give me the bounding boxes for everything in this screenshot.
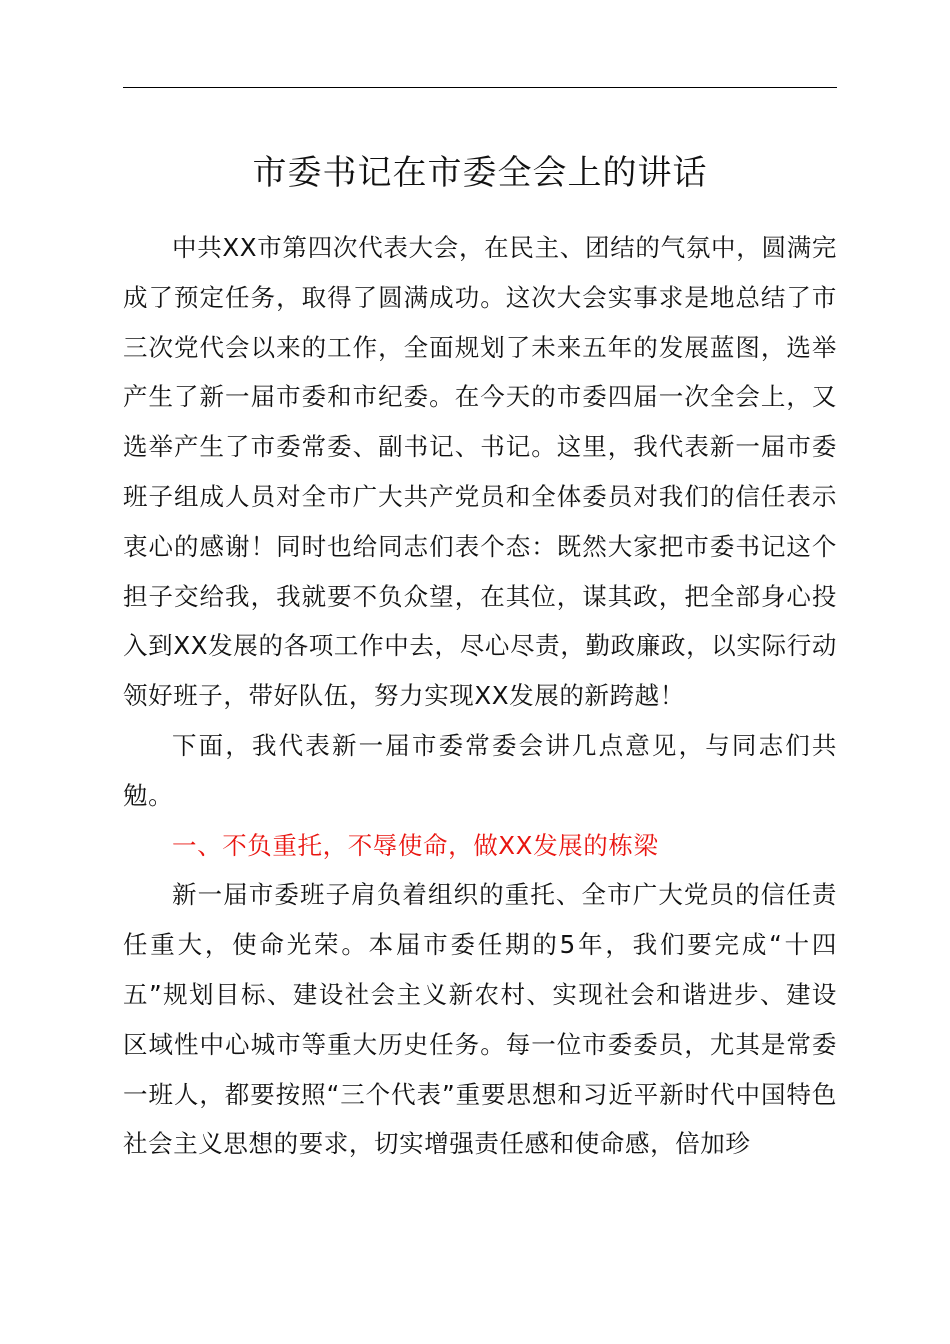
paragraph-intro: 中共XX市第四次代表大会，在民主、团结的气氛中，圆满完成了预定任务，取得了圆满成功。这次大会实事求是地总结了市三次党代会以来的工作，全面规划了未来五年的发展蓝图，选举产生了新一届市委和市纪委。在今天的市委四届一次全会上，又选举产生了市委常委、副书记、书记。这里，我代表新一届市委班子组成人员对全市广大共产党员和全体委员对我们的信任表示衷心的感谢！同时也给同志们表个态：既然大家把市委书记这个担子交给我，我就要不负众望，在其位，谋其政，把全部身心投入到XX发展的各项工作中去，尽心尽责，勤政廉政，以实际行动领好班子，带好队伍，努力实现XX发展的新跨越！ — [123, 233, 837, 711]
document-title: 市委书记在市委全会上的讲话 — [252, 153, 708, 193]
section-heading-1: 一、不负重托，不辱使命，做XX发展的栋梁 — [172, 830, 659, 860]
header-rule — [123, 87, 837, 88]
paragraph-transition: 下面，我代表新一届市委常委会讲几点意见，与同志们共勉。 — [123, 730, 837, 810]
document-body — [123, 223, 837, 1169]
paragraph-section-1: 新一届市委班子肩负着组织的重托、全市广大党员的信任责任重大，使命光荣。本届市委任期的5年，我们要完成“十四五”规划目标、建设社会主义新农村、实现社会和谐进步、建设区域性中心城市等重大历史任务。每一位市委委员，尤其是常委一班人，都要按照“三个代表”重要思想和习近平新时代中国特色社会主义思想的要求，切实增强责任感和使命感，倍加珍 — [123, 880, 837, 1159]
